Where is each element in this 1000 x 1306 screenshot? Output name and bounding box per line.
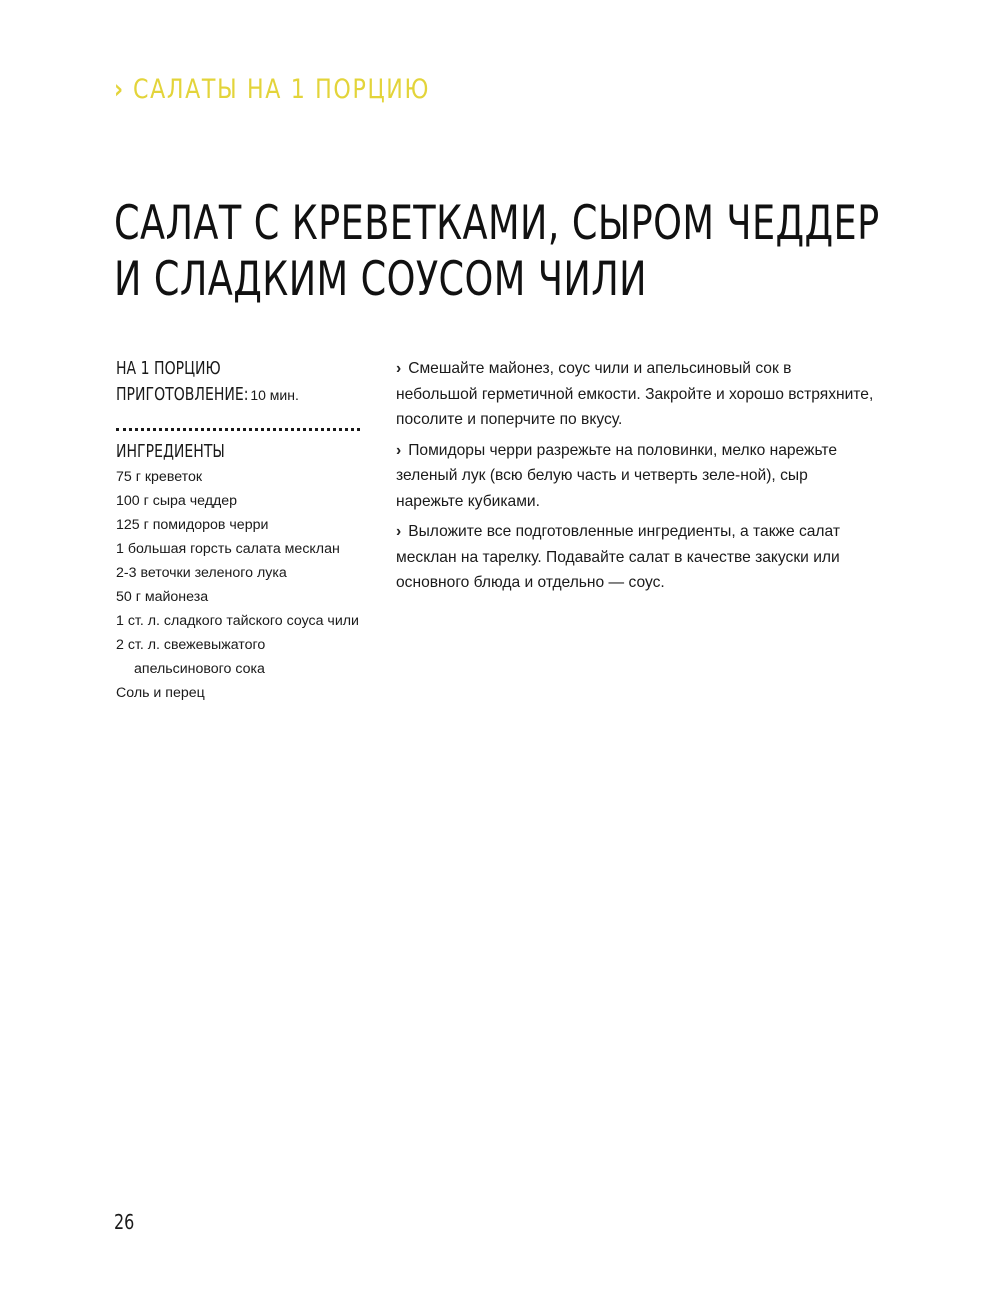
step-chevron-icon: › <box>396 360 402 377</box>
ingredient-item: 2 ст. л. свежевыжатого апельсинового сока <box>116 637 266 677</box>
recipe-title-line-1: САЛАТ С КРЕВЕТКАМИ, СЫРОМ ЧЕДДЕР <box>114 196 880 251</box>
prep-time <box>116 382 362 408</box>
section-chevron-icon: › <box>114 74 125 105</box>
ingredients-heading: ИНГРЕДИЕНТЫ <box>116 441 225 462</box>
ingredient-item: 125 г помидоров черри <box>116 517 269 533</box>
ingredient-item: 50 г майонеза <box>116 589 209 605</box>
ingredient-item: 100 г сыра чеддер <box>116 493 238 509</box>
ingredient-item: 2-3 веточки зеленого лука <box>116 565 287 581</box>
ingredient-item: Соль и перец <box>116 685 205 701</box>
step-2-text: Помидоры черри разрежьте на половинки, мелко нарежьте зеленый лук (всю белую часть и четверть зеле-ной), сыр нарежьте кубиками. <box>396 441 838 510</box>
recipe-title-line-2: И СЛАДКИМ СОУСОМ ЧИЛИ <box>114 252 647 307</box>
step-1 <box>396 356 874 433</box>
step-2 <box>396 438 874 515</box>
step-1-text: Смешайте майонез, соус чили и апельсиновый сок в небольшой герметичной емкости. Закройте и хорошо встряхните, посолите и поперчите по вкусу. <box>396 360 874 428</box>
ingredients-list <box>116 465 362 705</box>
recipe-steps <box>396 356 874 601</box>
ingredients-heading-row <box>116 439 362 465</box>
step-chevron-icon: › <box>396 523 402 540</box>
step-3 <box>396 519 874 596</box>
step-chevron-icon: › <box>396 441 402 459</box>
servings-label: НА 1 ПОРЦИЮ <box>116 358 221 379</box>
prep-time-value: 10 мин. <box>250 387 299 403</box>
ingredient-item: 75 г креветок <box>116 469 203 485</box>
recipe-title <box>114 196 880 308</box>
servings <box>116 356 362 382</box>
page-number: 26 <box>114 1210 135 1234</box>
dotted-divider <box>116 428 360 431</box>
prep-time-label: ПРИГОТОВЛЕНИЕ: <box>116 384 249 405</box>
step-3-text: Выложите все подготовленные ингредиенты, а также салат месклан на тарелку. Подавайте салат в качестве закуски или основного блюда и отдельно — соус. <box>396 523 840 591</box>
ingredient-item: 1 ст. л. сладкого тайского соуса чили <box>116 613 359 629</box>
recipe-sidebar <box>116 356 362 705</box>
ingredient-item: 1 большая горсть салата месклан <box>116 541 340 557</box>
section-label: САЛАТЫ НА 1 ПОРЦИЮ <box>132 74 431 105</box>
section-header <box>114 74 430 105</box>
